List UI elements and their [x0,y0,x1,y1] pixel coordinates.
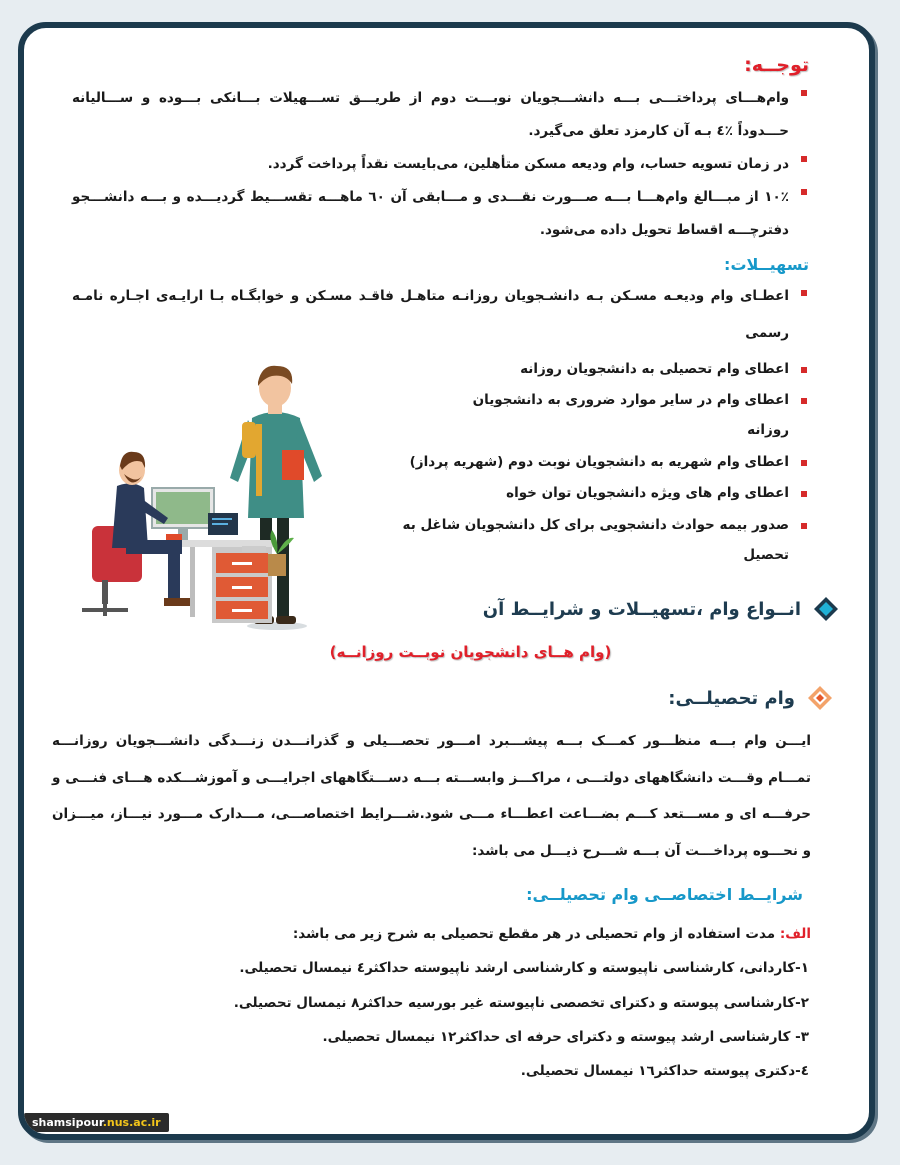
condition-line-4: ٤-دکتری پیوسته حداکثر١٦ نیمسال تحصیلی. [520,1063,809,1080]
bullet-square-icon [801,189,807,195]
attention-title: توجــه: [744,54,809,76]
diamond-bullet-icon [813,596,839,622]
bullet-square-icon [801,156,807,162]
facility-item-6: صدور بیمه حوادث دانشجویی برای کل دانشجویان شاغل به تحصیل [389,511,809,570]
tuition-loan-title-row [72,685,833,711]
office-workers-illustration [72,358,362,630]
condition-line-1: ١-کاردانی، کارشناسی ناپیوسته و کارشناسی ارشد ناپیوسته حداکثر٤ نیمسال تحصیلی. [239,960,809,977]
condition-line-2: ٢-کارشناسی پیوسته و دکترای تخصصی ناپیوسته غیر بورسیه حداکثر٨ نیمسال تحصیلی. [233,994,809,1011]
bullet-square-icon [801,398,807,404]
facility-item-4: اعطای وام شهریه به دانشجویان نوبت دوم (شهریه پرداز) [389,448,809,478]
attention-item-2: در زمان تسویه حساب، وام ودیعه مسکن متأهلین، می‌بایست نقداً پرداخت گردد. [72,148,809,181]
attention-item-3: ٪١٠ از مبـــالغ وام‌هـــا بـــه صـــورت نقـــدی و مـــابقی آن ٦٠ ماهـــه تقســـیط گردیـــده و بـــه دانشـــجو دفترچـــه اقساط تحویل داده می‌شود. [72,181,809,247]
facility-item-5: اعطای وام های ویژه دانشجویان توان خواه [389,479,809,509]
section-title: انــواع وام ،تسهیــلات و شرایــط آن [482,598,801,620]
tuition-loan-paragraph: ایـــن وام بـــه منظـــور کمـــک بـــه پیشـــبرد امـــور تحصـــیلی و گذرانـــدن زنـــدگی دانشـــجویان روزانـــه تمـــام وقـــت دانشگاههای دولتـــی ، مراکـــز وابســـته بـــه دســـتگاههای اجرایـــی و آموزشـــکده هـــای فنـــی و حرفـــه ای و مســـتعد کـــم بضـــاعت اعطـــاء مـــی شود.شـــرایط اختصاصـــی، مـــدارک مـــورد نیـــاز، میـــزان و نحـــوه پرداخـــت آن بـــه شـــرح ذیـــل می باشد: [52,733,811,859]
facilities-title: تسهیــلات: [724,255,809,275]
bullet-square-icon [801,367,807,373]
attention-item-1: وام‌هـــای پرداختـــی بـــه دانشـــجویان نوبـــت دوم از طریـــق تســـهیلات بـــانکی بـــوده و ســـالیانه حـــدوداً ٪٤ بـه آن کارمزد تعلق می‌گیرد. [72,82,809,148]
tuition-loan-title: وام تحصیلــی: [668,687,795,709]
intro-label: الف: [779,926,811,943]
bullet-square-icon [801,491,807,497]
diamond-bullet-icon [807,685,833,711]
bullet-square-icon [801,523,807,529]
facility-item-3: اعطای وام در سایر موارد ضروری به دانشجویان روزانه [429,386,809,445]
page-frame [18,22,875,1140]
subtitle-row [132,642,809,661]
bullet-square-icon [801,90,807,96]
condition-line-3: ٣- کارشناسی ارشد پیوسته و دکترای حرفه ای حداکثر١٢ نیمسال تحصیلی. [322,1028,809,1045]
facility-item-1: اعطـای وام ودیعـه مسـکن بـه دانشـجویان روزانـه متاهـل فاقـد مسـکن و خوابگـاه بـا ارایـه‌ی اجـاره نامـه رسمی [72,278,809,352]
facility-item-2: اعطای وام تحصیلی به دانشجویان روزانه [429,355,809,385]
intro-text: مدت استفاده از وام تحصیلی در هر مقطع تحصیلی به شرح زیر می باشد: [292,926,780,943]
bullet-square-icon [801,460,807,466]
conditions-title: شرایــط اختصاصــی وام تحصیلــی: [526,885,803,905]
seated-worker-figure [82,452,190,616]
conditions-intro [72,924,811,944]
bullet-square-icon [801,290,807,296]
site-footer-tag: shamsipour.nus.ac.ir [24,1113,169,1132]
attention-list [72,82,809,247]
subtitle: (وام هــای دانشجویان نوبــت روزانــه) [329,643,612,662]
